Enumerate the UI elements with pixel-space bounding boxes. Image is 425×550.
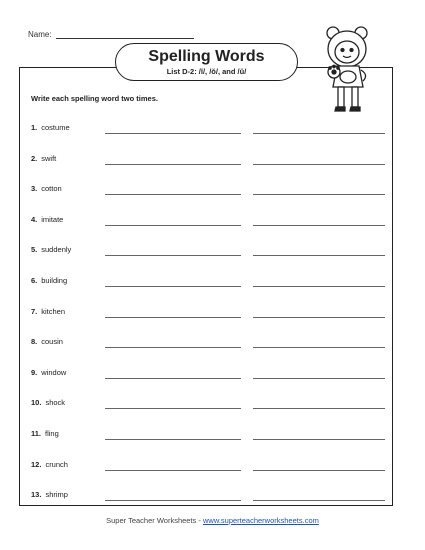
word-number: 6. — [31, 276, 38, 285]
word-number: 2. — [31, 153, 38, 163]
write-line-first[interactable] — [105, 225, 241, 226]
spelling-word — [31, 154, 56, 163]
write-line-first[interactable] — [105, 317, 241, 318]
write-line-second[interactable] — [253, 439, 385, 440]
word-text: imitate — [41, 214, 64, 224]
write-line-second[interactable] — [253, 286, 385, 287]
write-line-first[interactable] — [105, 286, 241, 287]
word-row — [31, 273, 391, 287]
word-number: 7. — [31, 306, 38, 316]
write-line-second[interactable] — [253, 378, 385, 379]
write-line-second[interactable] — [253, 194, 385, 195]
write-line-first[interactable] — [105, 164, 241, 165]
spelling-word — [31, 307, 65, 316]
word-text: kitchen — [41, 306, 66, 316]
word-number: 4. — [31, 214, 38, 224]
spelling-word — [31, 460, 68, 469]
title-banner — [115, 43, 298, 81]
name-line[interactable] — [56, 29, 194, 39]
word-text: window — [41, 367, 67, 377]
instructions: Write each spelling word two times. — [31, 94, 158, 103]
mascot-icon — [323, 25, 381, 122]
word-text: swift — [41, 153, 57, 163]
word-row — [31, 242, 391, 256]
word-row — [31, 487, 391, 501]
write-line-first[interactable] — [105, 408, 241, 409]
write-line-first[interactable] — [105, 439, 241, 440]
word-number: 1. — [31, 123, 38, 132]
word-text: building — [41, 276, 68, 285]
write-line-first[interactable] — [105, 470, 241, 471]
spelling-word — [31, 368, 66, 377]
write-line-first[interactable] — [105, 194, 241, 195]
spelling-word — [31, 276, 67, 285]
word-row — [31, 457, 391, 471]
word-text: fling — [45, 429, 59, 438]
write-line-second[interactable] — [253, 164, 385, 165]
footer-text: Super Teacher Worksheets - — [106, 516, 203, 525]
word-row — [31, 304, 391, 318]
name-field — [28, 29, 194, 39]
word-row — [31, 151, 391, 165]
page-title: Spelling Words — [148, 48, 265, 65]
footer — [0, 516, 425, 525]
word-row — [31, 181, 391, 195]
spelling-word — [31, 245, 71, 254]
word-row — [31, 120, 391, 134]
spelling-word — [31, 398, 65, 407]
spelling-word — [31, 184, 62, 193]
spelling-word — [31, 123, 70, 132]
word-row — [31, 212, 391, 226]
write-line-second[interactable] — [253, 317, 385, 318]
spelling-word — [31, 490, 68, 499]
footer-link[interactable]: www.superteacherworksheets.com — [202, 516, 319, 525]
write-line-first[interactable] — [105, 133, 241, 134]
word-row — [31, 395, 391, 409]
word-number: 9. — [31, 367, 38, 377]
write-line-first[interactable] — [105, 255, 241, 256]
word-number: 3. — [31, 184, 38, 194]
write-line-second[interactable] — [253, 255, 385, 256]
word-text: shrimp — [45, 490, 68, 500]
write-line-second[interactable] — [253, 408, 385, 409]
word-text: crunch — [45, 459, 68, 469]
word-number: 10. — [31, 398, 42, 408]
word-number: 5. — [31, 245, 38, 255]
word-text: costume — [41, 123, 70, 132]
word-text: cousin — [41, 337, 63, 347]
write-line-second[interactable] — [253, 500, 385, 501]
write-line-second[interactable] — [253, 470, 385, 471]
write-line-first[interactable] — [105, 500, 241, 501]
write-line-second[interactable] — [253, 347, 385, 348]
word-text: suddenly — [41, 245, 72, 255]
spelling-word — [31, 215, 63, 224]
word-number: 8. — [31, 337, 38, 347]
word-number: 12. — [31, 459, 42, 469]
word-row — [31, 426, 391, 440]
word-number: 13. — [31, 490, 42, 500]
write-line-first[interactable] — [105, 347, 241, 348]
write-line-second[interactable] — [253, 225, 385, 226]
spelling-word — [31, 429, 59, 438]
word-text: shock — [45, 398, 66, 408]
spelling-word — [31, 337, 63, 346]
word-row — [31, 334, 391, 348]
write-line-second[interactable] — [253, 133, 385, 134]
word-text: cotton — [41, 184, 62, 194]
word-row — [31, 365, 391, 379]
list-subtitle: List D-2: /ĭ/, /ŏ/, and /ŭ/ — [166, 67, 247, 76]
name-label: Name: — [28, 30, 52, 39]
write-line-first[interactable] — [105, 378, 241, 379]
word-number: 11. — [31, 429, 42, 438]
